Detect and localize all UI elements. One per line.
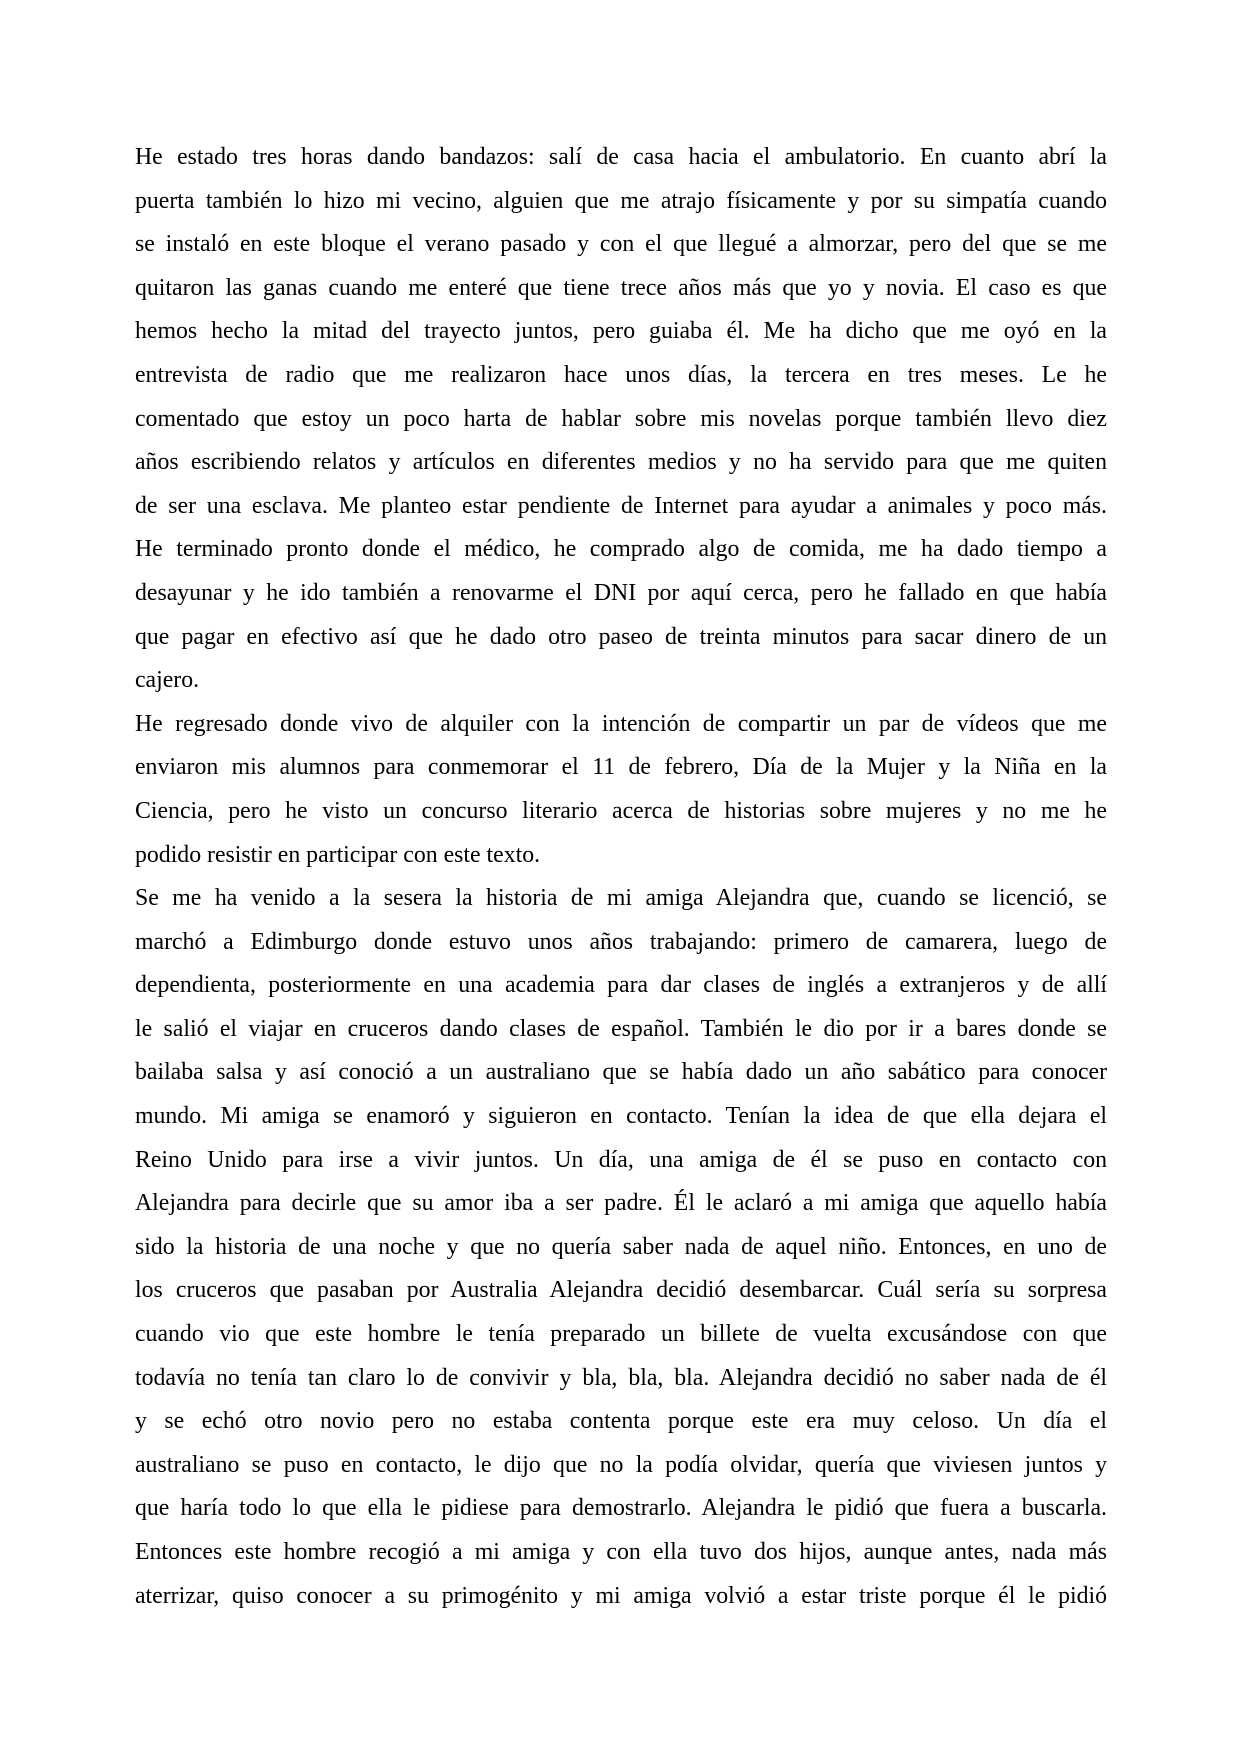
text-line: He regresado donde vivo de alquiler con la intención de compartir un par de vídeos que me — [135, 710, 1107, 737]
text-line: Entonces este hombre recogió a mi amiga y con ella tuvo dos hijos, aunque antes, nada más — [135, 1539, 1107, 1565]
text-line: hemos hecho la mitad del trayecto juntos, pero guiaba él. Me ha dicho que me oyó en la — [135, 318, 1107, 345]
text-line: todavía no tenía tan claro lo de convivir y bla, bla, bla. Alejandra decidió no saber nada de él — [135, 1364, 1107, 1391]
text-line: Alejandra para decirle que su amor iba a ser padre. Él le aclaró a mi amiga que aquello había — [135, 1190, 1107, 1217]
text-line: que pagar en efectivo así que he dado otro paseo de treinta minutos para sacar dinero de un — [135, 623, 1107, 650]
text-line: bailaba salsa y así conoció a un australiano que se había dado un año sabático para conocer — [135, 1059, 1107, 1086]
paragraph — [135, 136, 1107, 703]
text-line: entrevista de radio que me realizaron hace unos días, la tercera en tres meses. Le he — [135, 361, 1107, 388]
text-line: cajero. — [135, 667, 200, 694]
text-line: años escribiendo relatos y artículos en diferentes medios y no ha servido para que me quiten — [135, 449, 1107, 476]
text-line: sido la historia de una noche y que no quería saber nada de aquel niño. Entonces, en uno de — [135, 1233, 1107, 1260]
text-line: He estado tres horas dando bandazos: salí de casa hacia el ambulatorio. En cuanto abrí la — [135, 144, 1107, 170]
document-text — [135, 136, 1107, 1618]
text-line: Se me ha venido a la sesera la historia de mi amiga Alejandra que, cuando se licenció, se — [135, 885, 1107, 912]
text-line: Reino Unido para irse a vivir juntos. Un día, una amiga de él se puso en contacto con — [135, 1146, 1107, 1173]
text-line: se instaló en este bloque el verano pasado y con el que llegué a almorzar, pero del que se me — [135, 231, 1107, 258]
text-line: y se echó otro novio pero no estaba contenta porque este era muy celoso. Un día el — [135, 1408, 1107, 1435]
text-line: aterrizar, quiso conocer a su primogénito y mi amiga volvió a estar triste porque él le pidió — [135, 1582, 1107, 1609]
text-line: australiano se puso en contacto, le dijo que no la podía olvidar, quería que viviesen juntos y — [135, 1451, 1107, 1478]
text-line: He terminado pronto donde el médico, he comprado algo de comida, me ha dado tiempo a — [135, 536, 1107, 563]
text-line: quitaron las ganas cuando me enteré que tiene trece años más que yo y novia. El caso es que — [135, 274, 1107, 301]
paragraph — [135, 703, 1107, 877]
text-line: comentado que estoy un poco harta de hablar sobre mis novelas porque también llevo diez — [135, 405, 1107, 432]
text-line: dependienta, posteriormente en una academia para dar clases de inglés a extranjeros y de allí — [135, 972, 1107, 999]
text-line: los cruceros que pasaban por Australia Alejandra decidió desembarcar. Cuál sería su sorpresa — [135, 1277, 1107, 1304]
text-line: le salió el viajar en cruceros dando clases de español. También le dio por ir a bares donde se — [135, 1015, 1107, 1042]
paragraph — [135, 877, 1107, 1618]
text-line: podido resistir en participar con este texto. — [135, 841, 541, 868]
text-line: cuando vio que este hombre le tenía preparado un billete de vuelta excusándose con que — [135, 1321, 1107, 1348]
text-line: desayunar y he ido también a renovarme el DNI por aquí cerca, pero he fallado en que había — [135, 579, 1107, 606]
text-line: mundo. Mi amiga se enamoró y siguieron en contacto. Tenían la idea de que ella dejara el — [135, 1103, 1107, 1130]
text-line: que haría todo lo que ella le pidiese para demostrarlo. Alejandra le pidió que fuera a buscarla. — [135, 1495, 1107, 1522]
text-line: marchó a Edimburgo donde estuvo unos años trabajando: primero de camarera, luego de — [135, 928, 1107, 955]
text-line: puerta también lo hizo mi vecino, alguien que me atrajo físicamente y por su simpatía cuando — [135, 187, 1107, 214]
text-line: de ser una esclava. Me planteo estar pendiente de Internet para ayudar a animales y poco más. — [135, 492, 1107, 519]
text-line: Ciencia, pero he visto un concurso literario acerca de historias sobre mujeres y no me he — [135, 797, 1107, 824]
text-line: enviaron mis alumnos para conmemorar el 11 de febrero, Día de la Mujer y la Niña en la — [135, 754, 1107, 781]
